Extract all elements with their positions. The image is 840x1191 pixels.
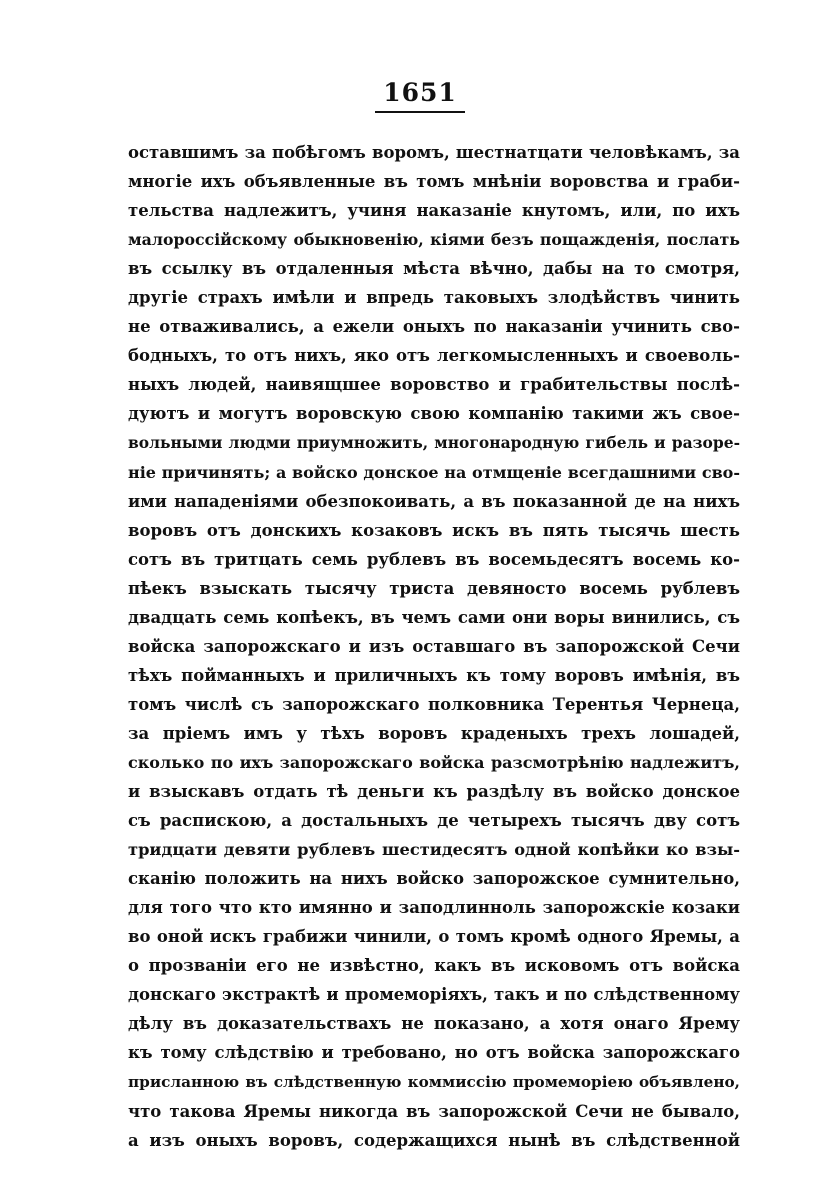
text-line: бодныхъ, то отъ нихъ, яко отъ легкомысленныхъ и своеволь- xyxy=(128,346,740,366)
text-line: и взыскавъ отдать тѣ деньги къ раздѣлу въ войско донское xyxy=(128,782,740,802)
text-line: ніе причинять; а войско донское на отмщеніе всегдашними сво- xyxy=(128,462,740,482)
text-line: а изъ оныхъ воровъ, содержащихся нынѣ въ слѣдственной xyxy=(128,1130,740,1150)
text-line: присланною въ слѣдственную коммиссію промеморіею объявлено, xyxy=(128,1072,740,1091)
text-line: многіе ихъ объявленные въ томъ мнѣніи воровства и граби- xyxy=(128,172,740,192)
page-number-container xyxy=(0,78,840,113)
text-line: о прозваніи его не извѣстно, какъ въ исковомъ отъ войска xyxy=(128,956,740,976)
text-line: пѣекъ взыскать тысячу триста девяносто восемь рублевъ xyxy=(128,578,740,598)
text-line: за пріемъ имъ у тѣхъ воровъ краденыхъ трехъ лошадей, xyxy=(128,723,740,743)
text-line: тридцати девяти рублевъ шестидесятъ одной копѣйки ко взы- xyxy=(128,840,740,860)
text-line: что такова Яремы никогда въ запорожской Сечи не бывало, xyxy=(128,1101,740,1121)
text-line: донскаго экстрактѣ и промеморіяхъ, такъ и по слѣдственному xyxy=(128,985,740,1005)
text-line: другіе страхъ имѣли и впредь таковыхъ злодѣйствъ чинить xyxy=(128,288,740,308)
text-line: дуютъ и могутъ воровскую свою компанію такими жъ свое- xyxy=(128,404,740,424)
text-line: воровъ отъ донскихъ козаковъ искъ въ пять тысячь шесть xyxy=(128,520,740,540)
text-line: малороссійскому обыкновенію, кіями безъ пощажденія, послать xyxy=(128,230,740,250)
text-line: не отваживались, а ежели оныхъ по наказаніи учинить сво- xyxy=(128,317,740,337)
text-line: съ распискою, а достальныхъ де четырехъ тысячъ дву сотъ xyxy=(128,811,740,831)
text-line: ими нападеніями обезпокоивать, а въ показанной де на нихъ xyxy=(128,491,740,511)
text-line: къ тому слѣдствію и требовано, но отъ войска запорожскаго xyxy=(128,1043,740,1063)
text-line: сканію положить на нихъ войско запорожское сумнительно, xyxy=(128,869,740,889)
text-line: въ ссылку въ отдаленныя мѣста вѣчно, дабы на то смотря, xyxy=(128,259,740,279)
page-number: 1651 xyxy=(375,78,465,113)
text-line: тельства надлежитъ, учиня наказаніе кнутомъ, или, по ихъ xyxy=(128,201,740,221)
text-line: войска запорожскаго и изъ оставшаго въ запорожской Сечи xyxy=(128,636,740,656)
text-line: двадцать семь копѣекъ, въ чемъ сами они воры винились, съ xyxy=(128,607,740,627)
text-line: сколько по ихъ запорожскаго войска разсмотрѣнію надлежитъ, xyxy=(128,752,740,772)
text-line: дѣлу въ доказательствахъ не показано, а хотя онаго Ярему xyxy=(128,1014,740,1034)
text-line: сотъ въ тритцать семь рублевъ въ восемьдесятъ восемь ко- xyxy=(128,549,740,569)
text-line: томъ числѣ съ запорожскаго полковника Терентья Чернеца, xyxy=(128,694,740,714)
text-line: вольными людми приумножить, многонародную гибель и разоре- xyxy=(128,433,740,453)
text-line: во оной искъ грабижи чинили, о томъ кромѣ одного Яремы, а xyxy=(128,927,740,947)
body-text xyxy=(128,138,740,1155)
text-line: оставшимъ за побѣгомъ воромъ, шестнатцати человѣкамъ, за xyxy=(128,143,740,162)
text-line: ныхъ людей, наивящшее воровство и грабительствы послѣ- xyxy=(128,375,740,395)
text-line: тѣхъ пойманныхъ и приличныхъ къ тому воровъ имѣнія, въ xyxy=(128,665,740,685)
text-line: для того что кто имянно и заподлинноль запорожскіе козаки xyxy=(128,898,740,918)
